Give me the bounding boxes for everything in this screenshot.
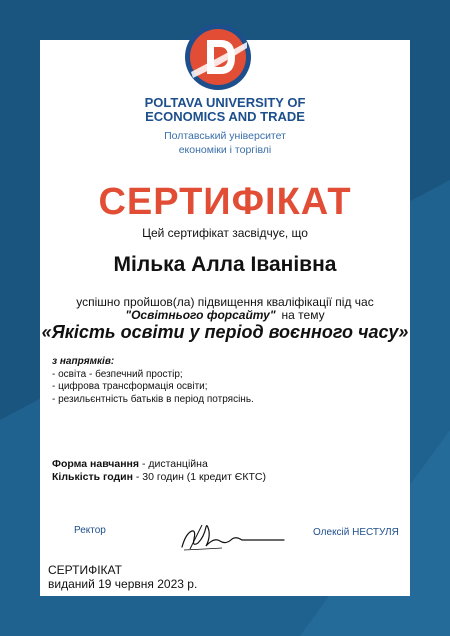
topic-title: «Якість освіти у період воєнного часу» — [41, 322, 409, 342]
direction-item: - освіта - безпечний простір; — [52, 368, 183, 380]
directions-list — [52, 356, 382, 406]
event-after-text: на тему — [281, 308, 325, 322]
signature-icon — [176, 519, 288, 553]
university-name-ua-line2: економіки і торгівлі — [178, 144, 272, 156]
university-name-ua — [0, 129, 450, 157]
signatory-name: Олексій НЕСТУЛЯ — [313, 527, 399, 538]
study-form-value: - дистанційна — [139, 458, 208, 470]
signatory-position: Ректор — [74, 525, 106, 536]
recipient-name: Мілька Алла Іванівна — [113, 253, 337, 276]
footer-issued-date: виданий 19 червня 2023 р. — [48, 577, 198, 591]
university-name-en — [0, 96, 450, 124]
direction-item: - цифрова трансформація освіти; — [52, 381, 208, 392]
event-name: "Освітнього форсайту" — [125, 308, 276, 322]
study-form-row — [52, 458, 382, 471]
directions-heading: з напрямків: — [52, 356, 115, 367]
study-form-label: Форма навчання — [52, 458, 140, 470]
study-hours-label: Кількість годин — [52, 471, 133, 483]
university-logo-icon — [183, 22, 253, 92]
university-name-en-line1: POLTAVA UNIVERSITY OF — [144, 95, 306, 110]
study-hours-value: - 30 годин (1 кредит ЄКТС) — [132, 471, 266, 483]
event-line — [0, 308, 450, 322]
university-name-en-line2: ECONOMICS AND TRADE — [145, 109, 305, 124]
university-name-ua-line1: Полтавський університет — [164, 130, 286, 142]
footer-certificate-word: СЕРТИФІКАТ — [48, 563, 122, 577]
study-info — [52, 458, 382, 484]
certificate-title: СЕРТИФІКАТ — [98, 181, 352, 223]
certifies-text: Цей сертифікат засвідчує, що — [142, 226, 308, 240]
study-hours-row — [52, 471, 382, 484]
completed-text: успішно пройшов(ла) підвищення кваліфікації під час — [76, 295, 374, 309]
direction-item: - резильєнтність батьків в період потрясінь. — [52, 393, 254, 405]
